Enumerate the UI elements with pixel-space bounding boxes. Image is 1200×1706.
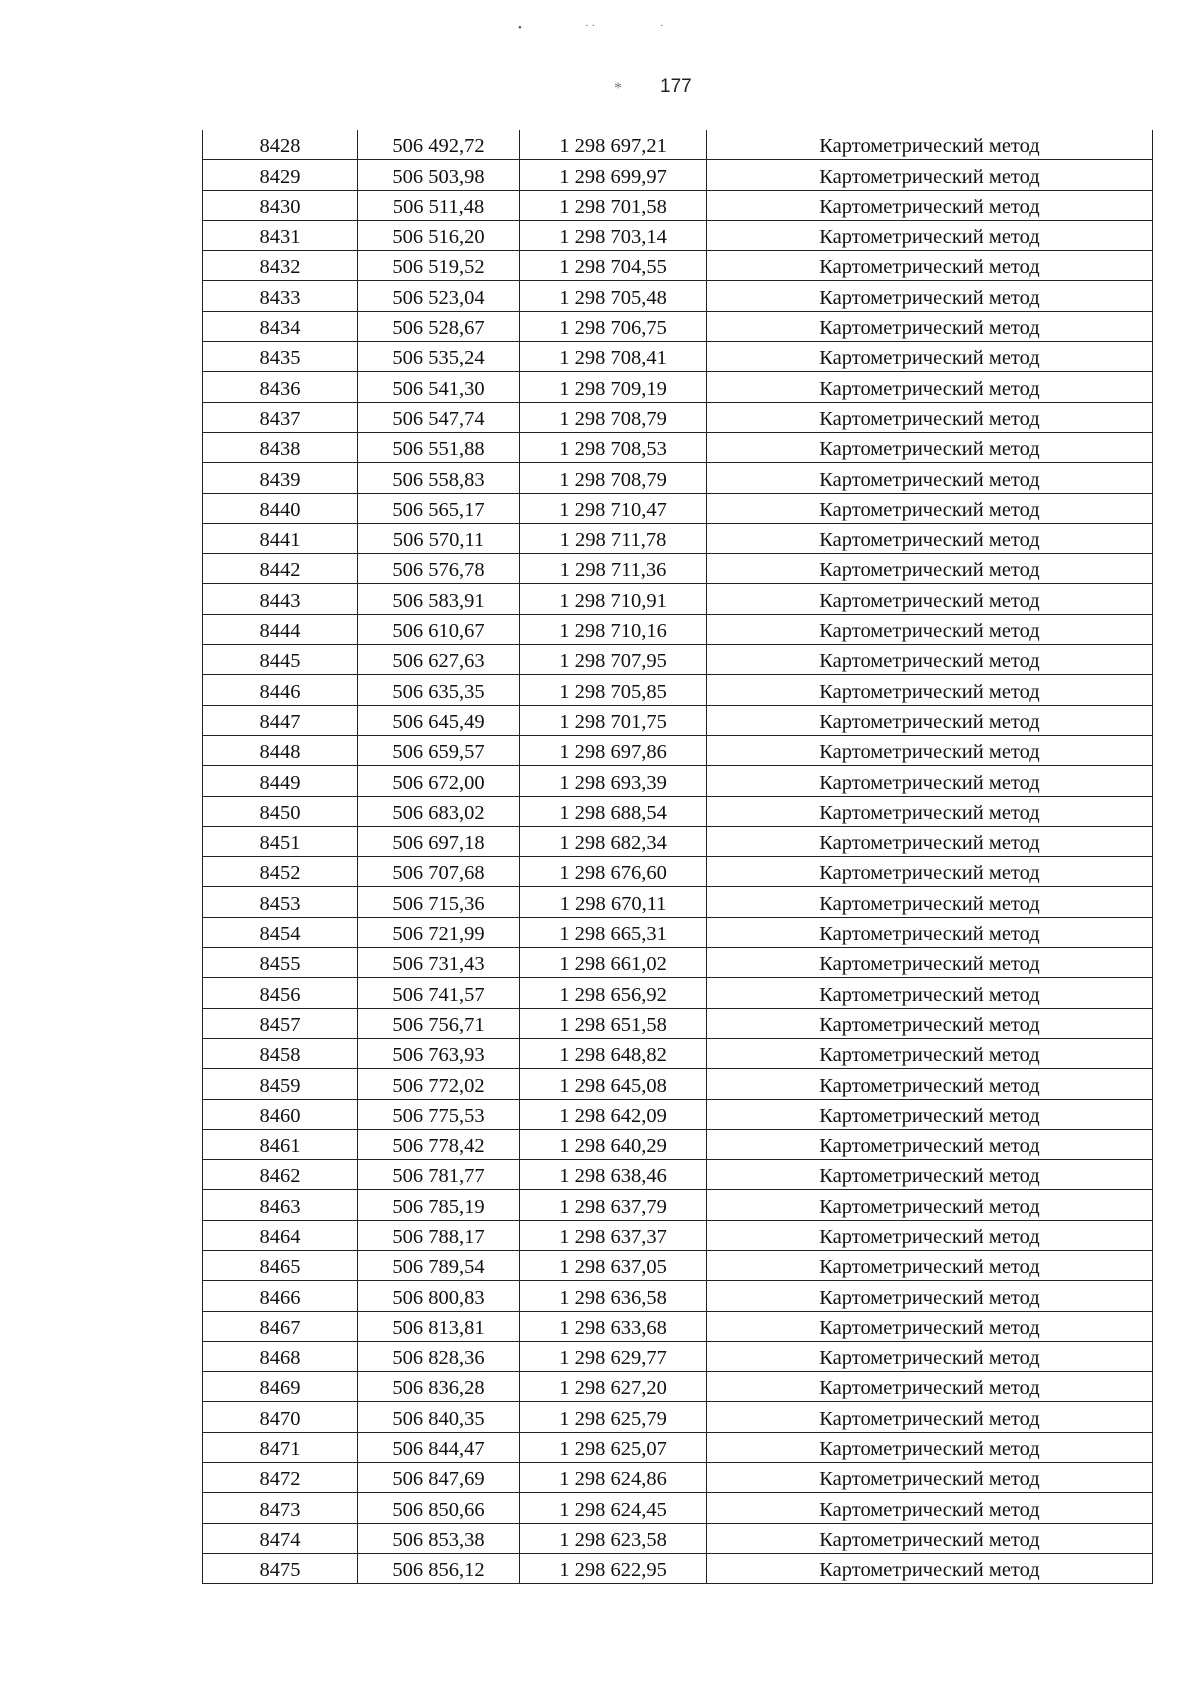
y-coordinate-cell: 1 298 670,11 (520, 887, 707, 917)
table-row (203, 493, 1153, 523)
y-coordinate-cell: 1 298 676,60 (520, 857, 707, 887)
point-number-cell: 8441 (203, 523, 358, 553)
y-coordinate-cell: 1 298 637,05 (520, 1250, 707, 1280)
table-row (203, 1038, 1153, 1068)
x-coordinate-cell: 506 683,02 (358, 796, 520, 826)
table-row (203, 130, 1153, 160)
table-row (203, 1160, 1153, 1190)
point-number-cell: 8444 (203, 614, 358, 644)
table-row (203, 1463, 1153, 1493)
x-coordinate-cell: 506 789,54 (358, 1250, 520, 1280)
x-coordinate-cell: 506 528,67 (358, 311, 520, 341)
y-coordinate-cell: 1 298 708,79 (520, 402, 707, 432)
y-coordinate-cell: 1 298 709,19 (520, 372, 707, 402)
table-row (203, 160, 1153, 190)
table-row (203, 796, 1153, 826)
x-coordinate-cell: 506 731,43 (358, 948, 520, 978)
y-coordinate-cell: 1 298 661,02 (520, 948, 707, 978)
table-row (203, 645, 1153, 675)
x-coordinate-cell: 506 781,77 (358, 1160, 520, 1190)
point-number-cell: 8467 (203, 1311, 358, 1341)
y-coordinate-cell: 1 298 622,95 (520, 1553, 707, 1583)
x-coordinate-cell: 506 635,35 (358, 675, 520, 705)
point-number-cell: 8453 (203, 887, 358, 917)
table-row (203, 1372, 1153, 1402)
table-row (203, 372, 1153, 402)
method-cell: Картометрический метод (707, 1553, 1153, 1583)
table-row (203, 1099, 1153, 1129)
y-coordinate-cell: 1 298 636,58 (520, 1281, 707, 1311)
method-cell: Картометрический метод (707, 130, 1153, 160)
table-row (203, 735, 1153, 765)
point-number-cell: 8457 (203, 1008, 358, 1038)
point-number-cell: 8468 (203, 1341, 358, 1371)
x-coordinate-cell: 506 850,66 (358, 1493, 520, 1523)
point-number-cell: 8463 (203, 1190, 358, 1220)
method-cell: Картометрический метод (707, 342, 1153, 372)
y-coordinate-cell: 1 298 708,53 (520, 432, 707, 462)
x-coordinate-cell: 506 583,91 (358, 584, 520, 614)
y-coordinate-cell: 1 298 697,86 (520, 735, 707, 765)
y-coordinate-cell: 1 298 651,58 (520, 1008, 707, 1038)
x-coordinate-cell: 506 503,98 (358, 160, 520, 190)
x-coordinate-cell: 506 715,36 (358, 887, 520, 917)
table-row (203, 766, 1153, 796)
x-coordinate-cell: 506 775,53 (358, 1099, 520, 1129)
x-coordinate-cell: 506 547,74 (358, 402, 520, 432)
y-coordinate-cell: 1 298 625,79 (520, 1402, 707, 1432)
y-coordinate-cell: 1 298 711,78 (520, 523, 707, 553)
point-number-cell: 8429 (203, 160, 358, 190)
y-coordinate-cell: 1 298 707,95 (520, 645, 707, 675)
table-row (203, 523, 1153, 553)
method-cell: Картометрический метод (707, 220, 1153, 250)
y-coordinate-cell: 1 298 642,09 (520, 1099, 707, 1129)
x-coordinate-cell: 506 541,30 (358, 372, 520, 402)
table-row (203, 432, 1153, 462)
y-coordinate-cell: 1 298 704,55 (520, 251, 707, 281)
point-number-cell: 8437 (203, 402, 358, 432)
point-number-cell: 8440 (203, 493, 358, 523)
table-row (203, 917, 1153, 947)
method-cell: Картометрический метод (707, 978, 1153, 1008)
x-coordinate-cell: 506 570,11 (358, 523, 520, 553)
y-coordinate-cell: 1 298 710,91 (520, 584, 707, 614)
x-coordinate-cell: 506 836,28 (358, 1372, 520, 1402)
table-row (203, 826, 1153, 856)
point-number-cell: 8450 (203, 796, 358, 826)
x-coordinate-cell: 506 523,04 (358, 281, 520, 311)
x-coordinate-cell: 506 645,49 (358, 705, 520, 735)
x-coordinate-cell: 506 516,20 (358, 220, 520, 250)
method-cell: Картометрический метод (707, 463, 1153, 493)
method-cell: Картометрический метод (707, 1099, 1153, 1129)
method-cell: Картометрический метод (707, 766, 1153, 796)
point-number-cell: 8474 (203, 1523, 358, 1553)
x-coordinate-cell: 506 847,69 (358, 1463, 520, 1493)
point-number-cell: 8475 (203, 1553, 358, 1583)
method-cell: Картометрический метод (707, 645, 1153, 675)
method-cell: Картометрический метод (707, 796, 1153, 826)
point-number-cell: 8460 (203, 1099, 358, 1129)
scan-artifact-mark: · (660, 20, 664, 32)
x-coordinate-cell: 506 551,88 (358, 432, 520, 462)
table-row (203, 705, 1153, 735)
table-row (203, 978, 1153, 1008)
y-coordinate-cell: 1 298 693,39 (520, 766, 707, 796)
table-row (203, 1129, 1153, 1159)
y-coordinate-cell: 1 298 645,08 (520, 1069, 707, 1099)
method-cell: Картометрический метод (707, 523, 1153, 553)
table-row (203, 220, 1153, 250)
method-cell: Картометрический метод (707, 432, 1153, 462)
method-cell: Картометрический метод (707, 1220, 1153, 1250)
point-number-cell: 8465 (203, 1250, 358, 1280)
table-row (203, 1220, 1153, 1250)
scan-artifact-mark: · · (585, 20, 596, 32)
table-row (203, 887, 1153, 917)
point-number-cell: 8433 (203, 281, 358, 311)
table-row (203, 190, 1153, 220)
point-number-cell: 8434 (203, 311, 358, 341)
table-row (203, 342, 1153, 372)
coordinates-table-body (203, 130, 1153, 1584)
x-coordinate-cell: 506 565,17 (358, 493, 520, 523)
method-cell: Картометрический метод (707, 1372, 1153, 1402)
method-cell: Картометрический метод (707, 1311, 1153, 1341)
method-cell: Картометрический метод (707, 857, 1153, 887)
method-cell: Картометрический метод (707, 735, 1153, 765)
x-coordinate-cell: 506 511,48 (358, 190, 520, 220)
point-number-cell: 8454 (203, 917, 358, 947)
stamp-mark: * (614, 80, 622, 97)
method-cell: Картометрический метод (707, 1402, 1153, 1432)
y-coordinate-cell: 1 298 688,54 (520, 796, 707, 826)
scan-artifact-mark: • (518, 22, 522, 34)
x-coordinate-cell: 506 772,02 (358, 1069, 520, 1099)
x-coordinate-cell: 506 813,81 (358, 1311, 520, 1341)
method-cell: Картометрический метод (707, 1523, 1153, 1553)
y-coordinate-cell: 1 298 633,68 (520, 1311, 707, 1341)
table-row (203, 1069, 1153, 1099)
y-coordinate-cell: 1 298 637,37 (520, 1220, 707, 1250)
point-number-cell: 8449 (203, 766, 358, 796)
point-number-cell: 8436 (203, 372, 358, 402)
method-cell: Картометрический метод (707, 584, 1153, 614)
method-cell: Картометрический метод (707, 1038, 1153, 1068)
method-cell: Картометрический метод (707, 614, 1153, 644)
x-coordinate-cell: 506 763,93 (358, 1038, 520, 1068)
y-coordinate-cell: 1 298 656,92 (520, 978, 707, 1008)
x-coordinate-cell: 506 558,83 (358, 463, 520, 493)
table-row (203, 281, 1153, 311)
point-number-cell: 8473 (203, 1493, 358, 1523)
x-coordinate-cell: 506 576,78 (358, 554, 520, 584)
y-coordinate-cell: 1 298 624,86 (520, 1463, 707, 1493)
table-row (203, 948, 1153, 978)
table-row (203, 1553, 1153, 1583)
table-row (203, 584, 1153, 614)
method-cell: Картометрический метод (707, 1463, 1153, 1493)
x-coordinate-cell: 506 519,52 (358, 251, 520, 281)
x-coordinate-cell: 506 800,83 (358, 1281, 520, 1311)
method-cell: Картометрический метод (707, 887, 1153, 917)
point-number-cell: 8445 (203, 645, 358, 675)
method-cell: Картометрический метод (707, 251, 1153, 281)
method-cell: Картометрический метод (707, 1160, 1153, 1190)
x-coordinate-cell: 506 707,68 (358, 857, 520, 887)
method-cell: Картометрический метод (707, 160, 1153, 190)
point-number-cell: 8442 (203, 554, 358, 584)
method-cell: Картометрический метод (707, 190, 1153, 220)
point-number-cell: 8439 (203, 463, 358, 493)
method-cell: Картометрический метод (707, 705, 1153, 735)
method-cell: Картометрический метод (707, 311, 1153, 341)
method-cell: Картометрический метод (707, 402, 1153, 432)
point-number-cell: 8469 (203, 1372, 358, 1402)
point-number-cell: 8432 (203, 251, 358, 281)
method-cell: Картометрический метод (707, 554, 1153, 584)
table-row (203, 1008, 1153, 1038)
method-cell: Картометрический метод (707, 675, 1153, 705)
method-cell: Картометрический метод (707, 917, 1153, 947)
point-number-cell: 8435 (203, 342, 358, 372)
method-cell: Картометрический метод (707, 1069, 1153, 1099)
point-number-cell: 8443 (203, 584, 358, 614)
y-coordinate-cell: 1 298 708,41 (520, 342, 707, 372)
method-cell: Картометрический метод (707, 281, 1153, 311)
x-coordinate-cell: 506 828,36 (358, 1341, 520, 1371)
method-cell: Картометрический метод (707, 1129, 1153, 1159)
x-coordinate-cell: 506 840,35 (358, 1402, 520, 1432)
point-number-cell: 8428 (203, 130, 358, 160)
method-cell: Картометрический метод (707, 948, 1153, 978)
point-number-cell: 8431 (203, 220, 358, 250)
x-coordinate-cell: 506 778,42 (358, 1129, 520, 1159)
point-number-cell: 8448 (203, 735, 358, 765)
x-coordinate-cell: 506 844,47 (358, 1432, 520, 1462)
method-cell: Картометрический метод (707, 826, 1153, 856)
method-cell: Картометрический метод (707, 1190, 1153, 1220)
table-row (203, 1523, 1153, 1553)
point-number-cell: 8452 (203, 857, 358, 887)
point-number-cell: 8430 (203, 190, 358, 220)
y-coordinate-cell: 1 298 710,47 (520, 493, 707, 523)
point-number-cell: 8462 (203, 1160, 358, 1190)
x-coordinate-cell: 506 627,63 (358, 645, 520, 675)
y-coordinate-cell: 1 298 697,21 (520, 130, 707, 160)
point-number-cell: 8464 (203, 1220, 358, 1250)
table-row (203, 1402, 1153, 1432)
x-coordinate-cell: 506 610,67 (358, 614, 520, 644)
point-number-cell: 8456 (203, 978, 358, 1008)
table-row (203, 402, 1153, 432)
method-cell: Картометрический метод (707, 1493, 1153, 1523)
y-coordinate-cell: 1 298 640,29 (520, 1129, 707, 1159)
y-coordinate-cell: 1 298 637,79 (520, 1190, 707, 1220)
y-coordinate-cell: 1 298 708,79 (520, 463, 707, 493)
y-coordinate-cell: 1 298 711,36 (520, 554, 707, 584)
point-number-cell: 8455 (203, 948, 358, 978)
table-row (203, 614, 1153, 644)
y-coordinate-cell: 1 298 648,82 (520, 1038, 707, 1068)
y-coordinate-cell: 1 298 623,58 (520, 1523, 707, 1553)
point-number-cell: 8451 (203, 826, 358, 856)
y-coordinate-cell: 1 298 705,85 (520, 675, 707, 705)
y-coordinate-cell: 1 298 682,34 (520, 826, 707, 856)
y-coordinate-cell: 1 298 701,58 (520, 190, 707, 220)
table-row (203, 1341, 1153, 1371)
point-number-cell: 8447 (203, 705, 358, 735)
table-row (203, 311, 1153, 341)
table-row (203, 857, 1153, 887)
y-coordinate-cell: 1 298 710,16 (520, 614, 707, 644)
y-coordinate-cell: 1 298 703,14 (520, 220, 707, 250)
y-coordinate-cell: 1 298 699,97 (520, 160, 707, 190)
method-cell: Картометрический метод (707, 1281, 1153, 1311)
x-coordinate-cell: 506 492,72 (358, 130, 520, 160)
x-coordinate-cell: 506 741,57 (358, 978, 520, 1008)
y-coordinate-cell: 1 298 701,75 (520, 705, 707, 735)
x-coordinate-cell: 506 856,12 (358, 1553, 520, 1583)
coordinates-table (202, 130, 1153, 1584)
method-cell: Картометрический метод (707, 1250, 1153, 1280)
x-coordinate-cell: 506 756,71 (358, 1008, 520, 1038)
point-number-cell: 8472 (203, 1463, 358, 1493)
table-row (203, 1432, 1153, 1462)
table-row (203, 554, 1153, 584)
y-coordinate-cell: 1 298 706,75 (520, 311, 707, 341)
y-coordinate-cell: 1 298 627,20 (520, 1372, 707, 1402)
point-number-cell: 8446 (203, 675, 358, 705)
x-coordinate-cell: 506 535,24 (358, 342, 520, 372)
x-coordinate-cell: 506 721,99 (358, 917, 520, 947)
point-number-cell: 8461 (203, 1129, 358, 1159)
point-number-cell: 8471 (203, 1432, 358, 1462)
point-number-cell: 8458 (203, 1038, 358, 1068)
y-coordinate-cell: 1 298 629,77 (520, 1341, 707, 1371)
table-row (203, 675, 1153, 705)
table-row (203, 251, 1153, 281)
x-coordinate-cell: 506 788,17 (358, 1220, 520, 1250)
table-row (203, 1493, 1153, 1523)
x-coordinate-cell: 506 697,18 (358, 826, 520, 856)
page-number: 177 (660, 76, 692, 97)
point-number-cell: 8466 (203, 1281, 358, 1311)
table-row (203, 1311, 1153, 1341)
y-coordinate-cell: 1 298 638,46 (520, 1160, 707, 1190)
x-coordinate-cell: 506 659,57 (358, 735, 520, 765)
table-row (203, 463, 1153, 493)
point-number-cell: 8438 (203, 432, 358, 462)
x-coordinate-cell: 506 853,38 (358, 1523, 520, 1553)
point-number-cell: 8459 (203, 1069, 358, 1099)
point-number-cell: 8470 (203, 1402, 358, 1432)
method-cell: Картометрический метод (707, 493, 1153, 523)
table-row (203, 1250, 1153, 1280)
method-cell: Картометрический метод (707, 372, 1153, 402)
x-coordinate-cell: 506 672,00 (358, 766, 520, 796)
y-coordinate-cell: 1 298 625,07 (520, 1432, 707, 1462)
method-cell: Картометрический метод (707, 1341, 1153, 1371)
y-coordinate-cell: 1 298 624,45 (520, 1493, 707, 1523)
y-coordinate-cell: 1 298 705,48 (520, 281, 707, 311)
table-row (203, 1281, 1153, 1311)
y-coordinate-cell: 1 298 665,31 (520, 917, 707, 947)
x-coordinate-cell: 506 785,19 (358, 1190, 520, 1220)
method-cell: Картометрический метод (707, 1008, 1153, 1038)
method-cell: Картометрический метод (707, 1432, 1153, 1462)
table-row (203, 1190, 1153, 1220)
